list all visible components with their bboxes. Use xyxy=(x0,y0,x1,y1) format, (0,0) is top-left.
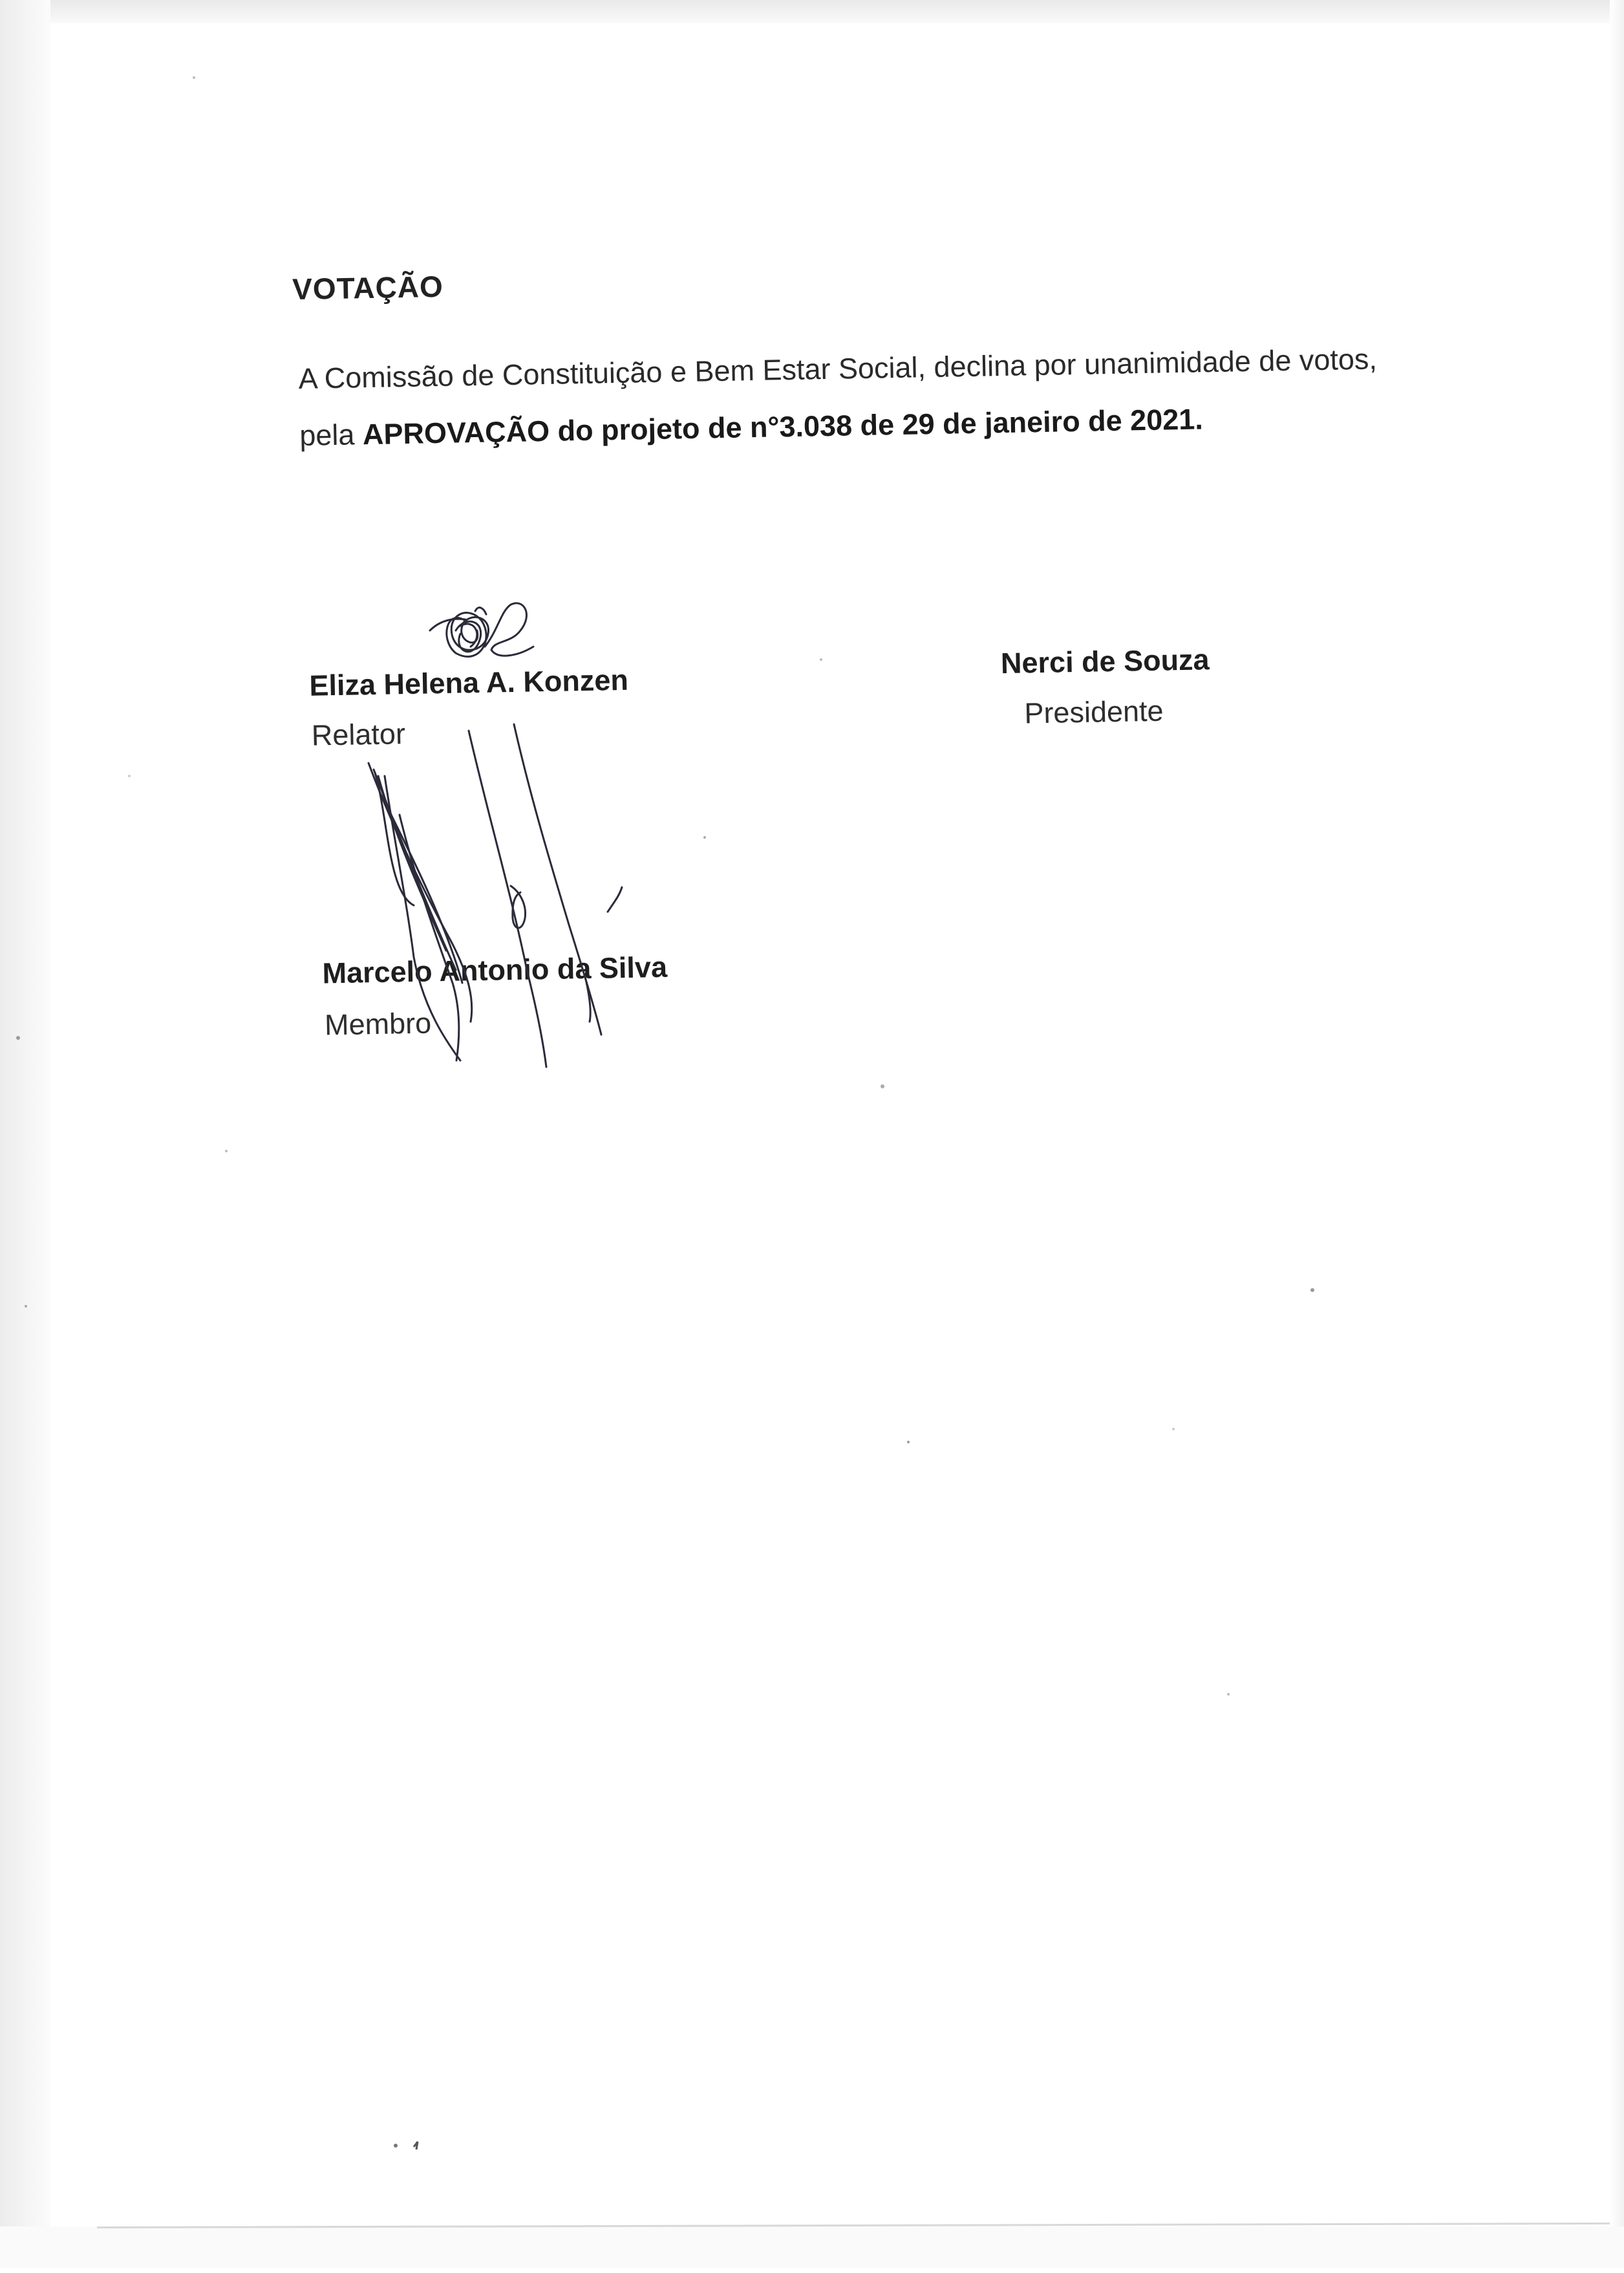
paragraph-line-1: A Comissão de Constituição e Bem Estar Social, declina por unanimidade de votos, xyxy=(298,342,1378,395)
signatory-role-presidente: Presidente xyxy=(1023,694,1164,730)
paragraph-line-2 xyxy=(299,402,1203,453)
signatory-name-membro: Marcelo Antonio da Silva xyxy=(322,950,668,990)
signatory-role-membro: Membro xyxy=(324,1006,432,1042)
signatory-name-relator: Eliza Helena A. Konzen xyxy=(308,663,629,702)
approval-statement: APROVAÇÃO do projeto de n°3.038 de 29 de janeiro de 2021. xyxy=(362,402,1204,451)
paragraph-line-2-prefix: pela xyxy=(299,418,363,452)
signatory-role-relator: Relator xyxy=(311,717,406,752)
page-title: VOTAÇÃO xyxy=(292,269,444,307)
signatory-name-presidente: Nerci de Souza xyxy=(1000,643,1210,680)
